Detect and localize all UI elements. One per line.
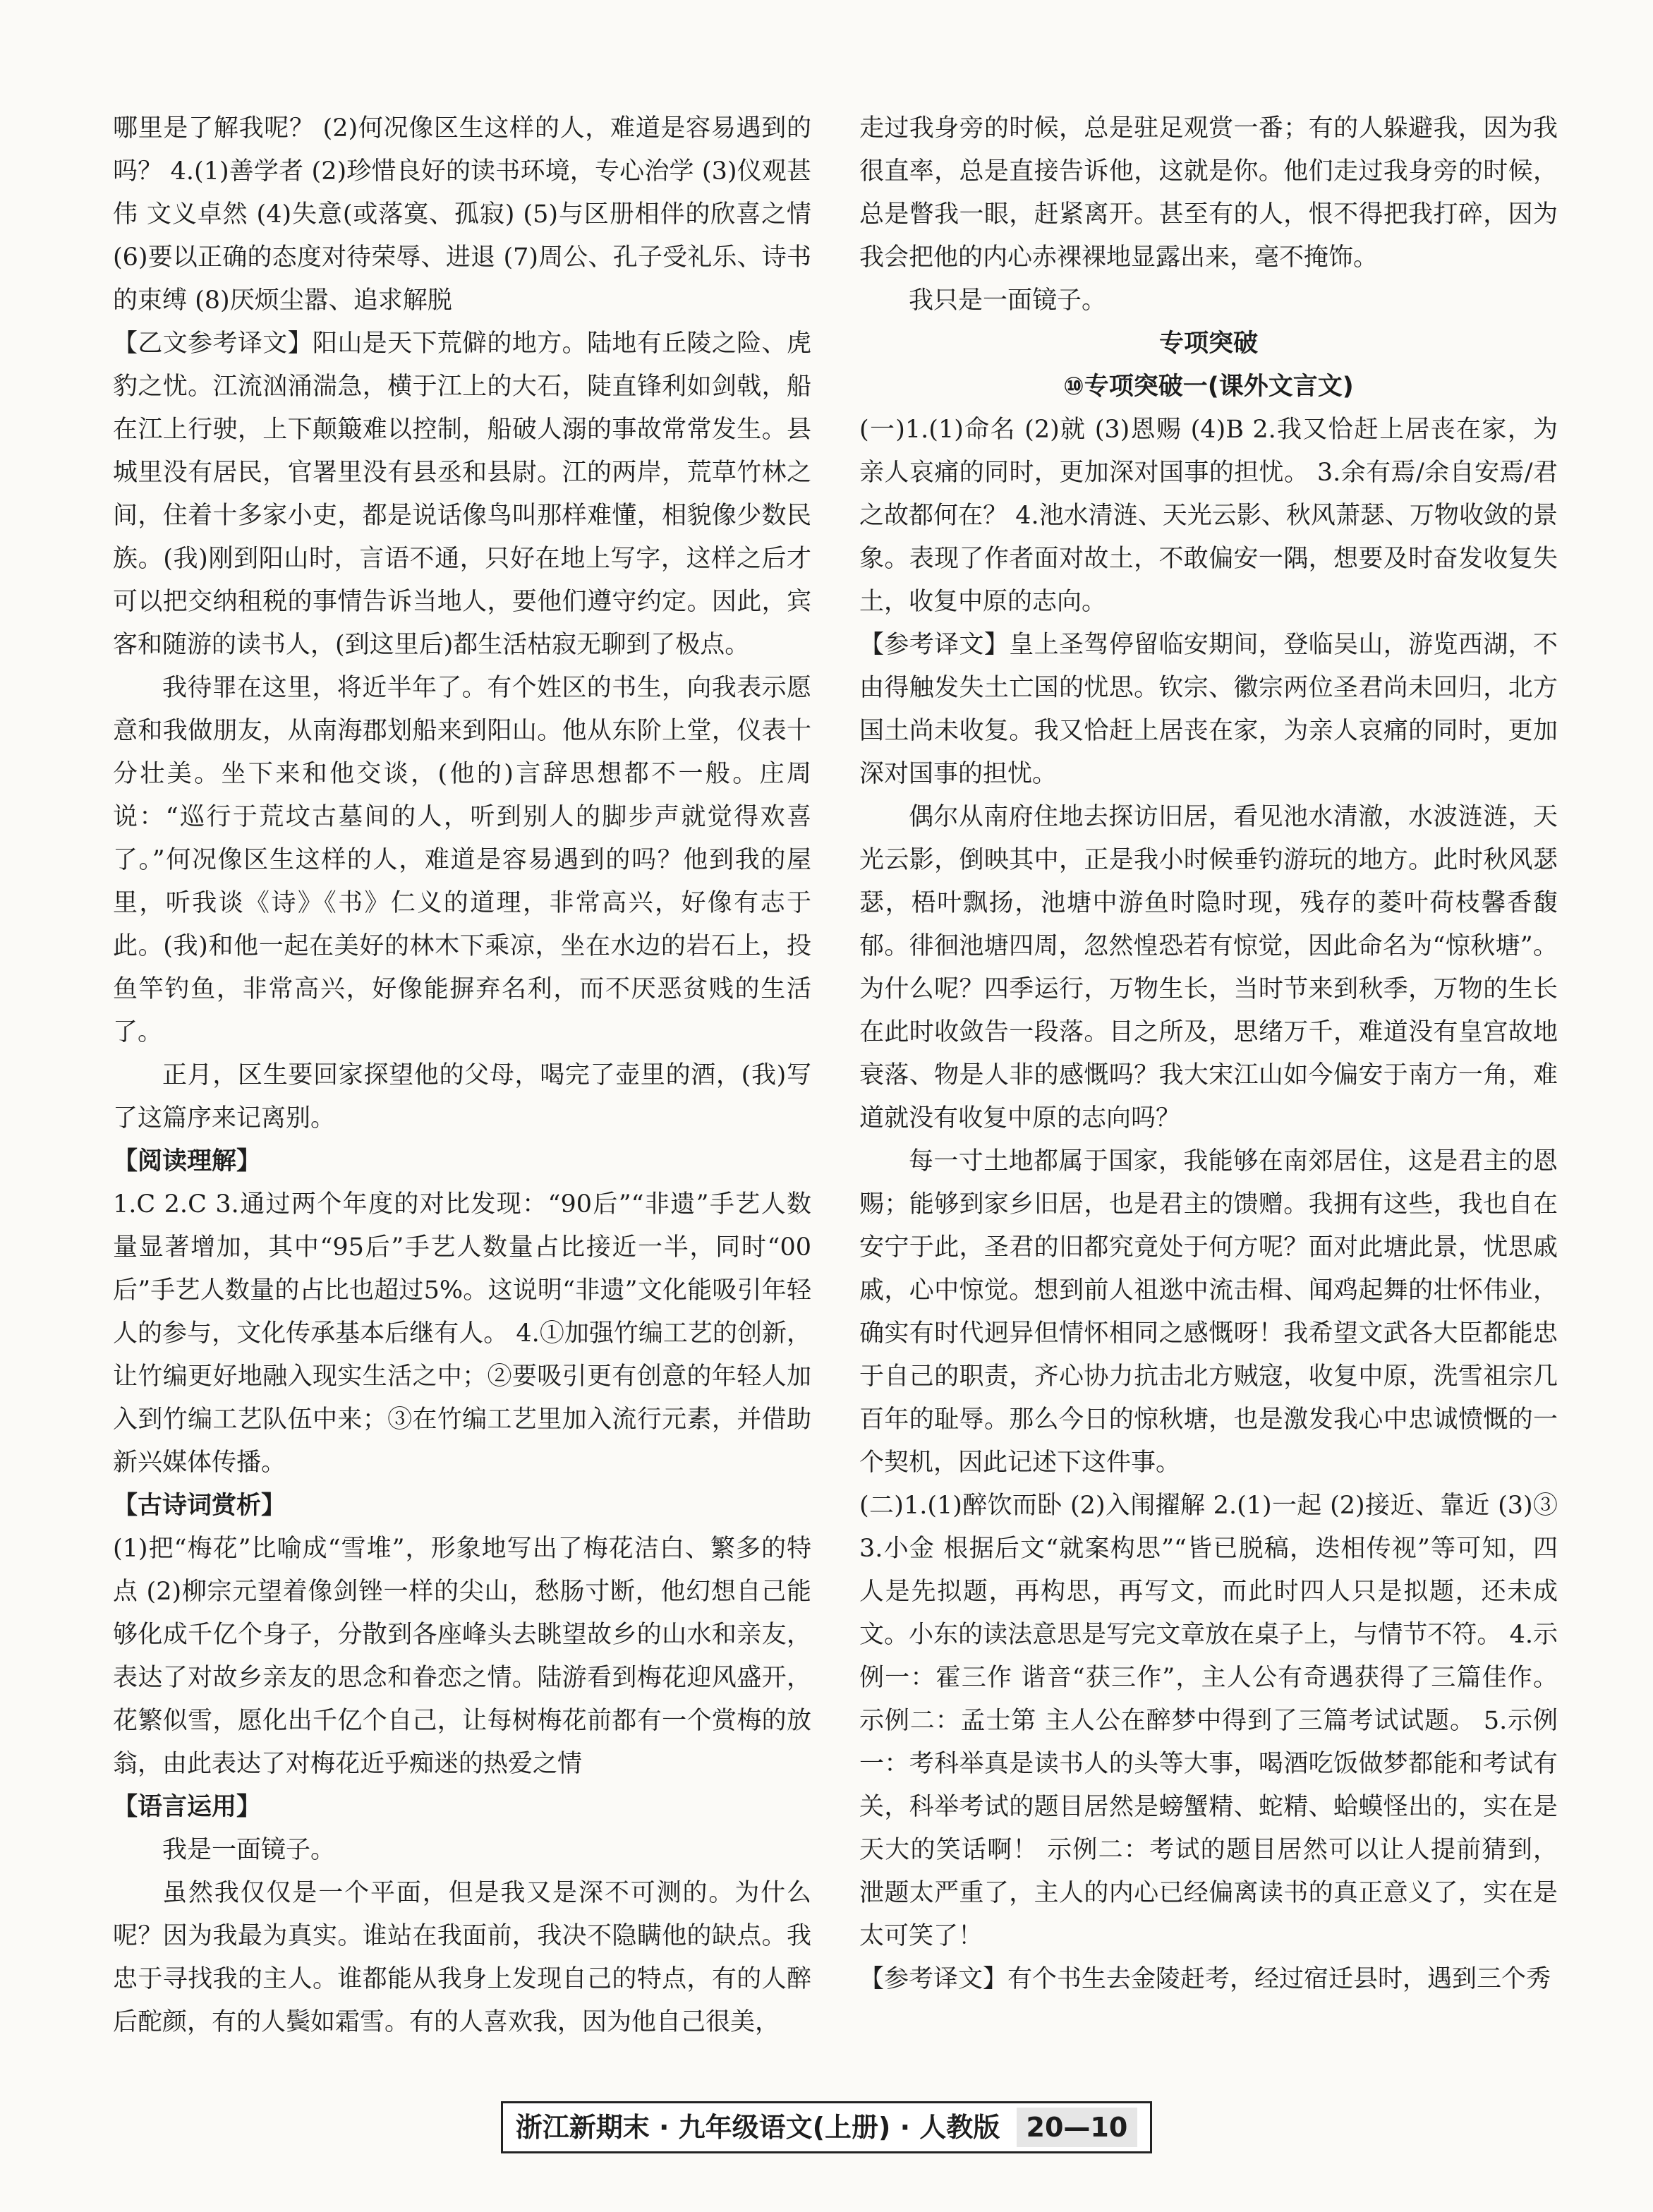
page-footer: [0, 2101, 1653, 2153]
left-paragraph: 【语言运用】: [113, 1793, 262, 1821]
right-paragraph: 专项突破: [1158, 330, 1258, 358]
footer-title: 浙江新期末 · 九年级语文(上册) · 人教版: [515, 2112, 1000, 2143]
right-paragraph: ⑩专项突破一(课外文言文): [1063, 373, 1354, 401]
left-paragraph: 【阅读理解】: [113, 1147, 262, 1175]
left-paragraph: 虽然我仅仅是一个平面，但是我又是深不可测的。为什么呢？因为我最为真实。谁站在我面前，我决不隐瞒他的缺点。我忠于寻找我的主人。谁都能从我身上发现自己的特点，有的人醉后酡颜，有的人鬓如霜雪。有的人喜欢我，因为他自己很美，: [113, 1879, 811, 2036]
left-paragraph: 1.C 2.C 3.通过两个年度的对比发现：“90后”“非遗”手艺人数量显著增加，其中“95后”手艺人数量占比接近一半，同时“00后”手艺人数量的占比也超过5%。这说明“非遗”文化能吸引年轻人的参与，文化传承基本后继有人。 4.①加强竹编工艺的创新，让竹编更好地融入现实生活之中；②要吸引更有创意的年轻人加入到竹编工艺队伍中来；③在竹编工艺里加入流行元素，并借助新兴媒体传播。: [113, 1190, 811, 1477]
left-paragraph: 【乙文参考译文】阳山是天下荒僻的地方。陆地有丘陵之险、虎豹之忧。江流汹涌湍急，横于江上的大石，陡直锋利如剑戟，船在江上行驶，上下颠簸难以控制，船破人溺的事故常常发生。县城里没有居民，官署里没有县丞和县尉。江的两岸，荒草竹林之间，住着十多家小吏，都是说话像鸟叫那样难懂，相貌像少数民族。(我)刚到阳山时，言语不通，只好在地上写字，这样之后才可以把交纳租税的事情告诉当地人，要他们遵守约定。因此，宾客和随游的读书人，(到这里后)都生活枯寂无聊到了极点。: [113, 330, 811, 659]
footer-box: [501, 2101, 1153, 2153]
right-column: [859, 107, 1558, 2001]
right-paragraph: 我只是一面镜子。: [909, 286, 1107, 315]
right-paragraph: 每一寸土地都属于国家，我能够在南郊居住，这是君主的恩赐；能够到家乡旧居，也是君主的馈赠。我拥有这些，我也自在安宁于此，圣君的旧都究竟处于何方呢？面对此塘此景，忧思戚戚，心中惊觉。想到前人祖逖中流击楫、闻鸡起舞的壮怀伟业，确实有时代迥异但情怀相同之感慨呀！我希望文武各大臣都能忠于自己的职责，齐心协力抗击北方贼寇，收复中原，洗雪祖宗几百年的耻辱。那么今日的惊秋塘，也是激发我心中忠诚愤慨的一个契机，因此记述下这件事。: [859, 1147, 1558, 1477]
left-column: [113, 107, 811, 2044]
left-paragraph: 正月，区生要回家探望他的父母，喝完了壶里的酒，(我)写了这篇序来记离别。: [113, 1061, 811, 1132]
right-paragraph: 偶尔从南府住地去探访旧居，看见池水清澈，水波涟涟，天光云影，倒映其中，正是我小时候垂钓游玩的地方。此时秋风瑟瑟，梧叶飘扬，池塘中游鱼时隐时现，残存的菱叶荷枝馨香馥郁。徘徊池塘四周，忽然惶恐若有惊觉，因此命名为“惊秋塘”。为什么呢？四季运行，万物生长，当时节来到秋季，万物的生长在此时收敛告一段落。目之所及，思绪万千，难道没有皇宫故地衰落、物是人非的感慨吗？我大宋江山如今偏安于南方一角，难道就没有收复中原的志向吗？: [859, 803, 1558, 1132]
left-paragraph: 哪里是了解我呢？ (2)何况像区生这样的人，难道是容易遇到的吗？ 4.(1)善学者 (2)珍惜良好的读书环境，专心治学 (3)仪观甚伟 文义卓然 (4)失意(或落寞、孤寂) (5)与区册相伴的欣喜之情 (6)要以正确的态度对待荣辱、进退 (7)周公、孔子受礼乐、诗书的束缚 (8)厌烦尘嚣、追求解脱: [113, 114, 811, 315]
left-paragraph: 我是一面镜子。: [162, 1836, 336, 1864]
left-paragraph: 我待罪在这里，将近半年了。有个姓区的书生，向我表示愿意和我做朋友，从南海郡划船来到阳山。他从东阶上堂，仪表十分壮美。坐下来和他交谈，(他的)言辞思想都不一般。庄周说：“巡行于荒坟古墓间的人，听到别人的脚步声就觉得欢喜了。”何况像区生这样的人，难道是容易遇到的吗？他到我的屋里，听我谈《诗》《书》仁义的道理，非常高兴，好像有志于此。(我)和他一起在美好的林木下乘凉，坐在水边的岩石上，投鱼竿钓鱼，非常高兴，好像能摒弃名利，而不厌恶贫贱的生活了。: [113, 674, 811, 1046]
right-paragraph: 走过我身旁的时候，总是驻足观赏一番；有的人躲避我，因为我很直率，总是直接告诉他，这就是你。他们走过我身旁的时候，总是瞥我一眼，赶紧离开。甚至有的人，恨不得把我打碎，因为我会把他的内心赤裸裸地显露出来，毫不掩饰。: [859, 114, 1558, 272]
right-paragraph: (二)1.(1)醉饮而卧 (2)入闱擢解 2.(1)一起 (2)接近、靠近 (3)③ 3.小金 根据后文“就案构思”“皆已脱稿，迭相传视”等可知，四人是先拟题，再构思，再写文，而此时四人只是拟题，还未成文。小东的读法意思是写完文章放在桌子上，与情节不符。 4.示例一：霍三作 谐音“获三作”，主人公有奇遇获得了三篇佳作。 示例二：孟士第 主人公在醉梦中得到了三篇考试试题。 5.示例一：考科举真是读书人的头等大事，喝酒吃饭做梦都能和考试有关，科举考试的题目居然是螃蟹精、蛇精、蛤蟆怪出的，实在是天大的笑话啊！ 示例二：考试的题目居然可以让人提前猜到，泄题太严重了，主人的内心已经偏离读书的真正意义了，实在是太可笑了！: [859, 1492, 1558, 1950]
left-paragraph: (1)把“梅花”比喻成“雪堆”，形象地写出了梅花洁白、繁多的特点 (2)柳宗元望着像剑锉一样的尖山，愁肠寸断，他幻想自己能够化成千亿个身子，分散到各座峰头去眺望故乡的山水和亲友，表达了对故乡亲友的思念和眷恋之情。陆游看到梅花迎风盛开，花繁似雪，愿化出千亿个自己，让每树梅花前都有一个赏梅的放翁，由此表达了对梅花近乎痴迷的热爱之情: [113, 1535, 811, 1778]
right-paragraph: 【参考译文】有个书生去金陵赶考，经过宿迁县时，遇到三个秀: [859, 1965, 1551, 1993]
page-number: 20—10: [1017, 2108, 1138, 2147]
right-paragraph: 【参考译文】皇上圣驾停留临安期间，登临吴山，游览西湖，不由得触发失土亡国的忧思。钦宗、徽宗两位圣君尚未回归，北方国土尚未收复。我又恰赶上居丧在家，为亲人哀痛的同时，更加深对国事的担忧。: [859, 631, 1558, 788]
left-paragraph: 【古诗词赏析】: [113, 1492, 286, 1520]
right-paragraph: (一)1.(1)命名 (2)就 (3)恩赐 (4)B 2.我又恰赶上居丧在家，为亲人哀痛的同时，更加深对国事的担忧。 3.余有焉/余自安焉/君之故都何在？ 4.池水清涟、天光云影、秋风萧瑟、万物收敛的景象。表现了作者面对故土，不敢偏安一隅，想要及时奋发收复失土，收复中原的志向。: [859, 416, 1558, 616]
